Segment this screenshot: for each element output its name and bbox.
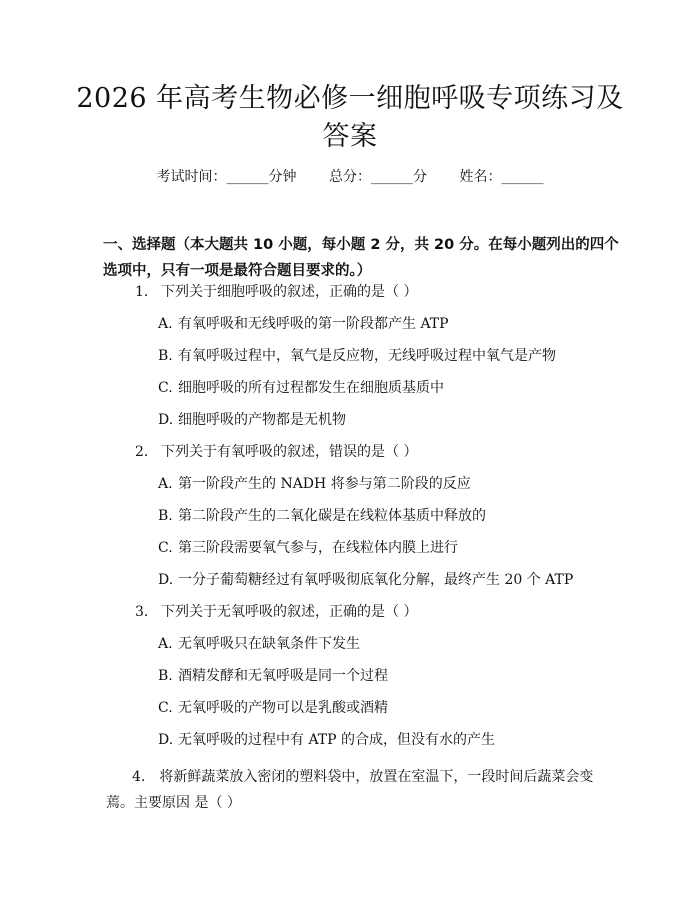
- option-text: 有氧呼吸和无线呼吸的第一阶段都产生 ATP: [178, 316, 449, 332]
- question-stem: 下列关于有氧呼吸的叙述，错误的是（ ）: [161, 444, 418, 460]
- option-letter: C.: [158, 380, 173, 396]
- option-letter: A.: [158, 636, 173, 652]
- question-number: 1.: [135, 284, 149, 300]
- option-text: 有氧呼吸过程中，氧气是反应物，无线呼吸过程中氧气是产物: [178, 348, 556, 364]
- option-letter: D.: [158, 732, 174, 748]
- option-letter: D.: [158, 412, 174, 428]
- option-text: 无氧呼吸的过程中有 ATP 的合成，但没有水的产生: [178, 732, 496, 748]
- page-title: [60, 80, 640, 156]
- option-2c: [158, 537, 458, 557]
- option-letter: C.: [158, 540, 173, 556]
- question-number: 2.: [135, 444, 149, 460]
- option-text: 第二阶段产生的二氧化碳是在线粒体基质中释放的: [178, 508, 486, 524]
- title-line-2: 答案: [322, 121, 378, 152]
- question-1: [135, 281, 417, 301]
- exam-name: 姓名：______: [459, 169, 544, 185]
- option-text: 无氧呼吸只在缺氧条件下发生: [178, 636, 360, 652]
- option-letter: B.: [158, 668, 173, 684]
- option-3b: [158, 665, 388, 685]
- question-3: [135, 601, 417, 621]
- question-stem: 下列关于无氧呼吸的叙述，正确的是（ ）: [161, 604, 418, 620]
- question-number: 3.: [135, 604, 149, 620]
- section-heading: 一、选择题（本大题共 10 小题，每小题 2 分，共 20 分。在每小题列出的四个选项中，只有一项是最符合题目要求的。）: [103, 237, 619, 279]
- exam-time: 考试时间：______分钟: [156, 169, 297, 185]
- question-stem: 下列关于细胞呼吸的叙述，正确的是（ ）: [161, 284, 418, 300]
- option-letter: D.: [158, 572, 174, 588]
- option-3c: [158, 697, 388, 717]
- question-4: 4. 将新鲜蔬菜放入密闭的塑料袋中，放置在室温下，一段时间后蔬菜会变蔫。主要原因 是（ ）: [106, 769, 594, 811]
- option-text: 无氧呼吸的产物可以是乳酸或酒精: [178, 700, 388, 716]
- option-1d: [158, 409, 346, 429]
- option-text: 细胞呼吸的所有过程都发生在细胞质基质中: [178, 380, 444, 396]
- exam-score: 总分：______分: [329, 169, 427, 185]
- option-3a: [158, 633, 360, 653]
- exam-meta: [0, 166, 700, 186]
- option-letter: B.: [158, 348, 173, 364]
- option-2d: [158, 569, 573, 589]
- option-letter: B.: [158, 508, 173, 524]
- option-1a: [158, 313, 449, 333]
- option-1c: [158, 377, 444, 397]
- title-line-1: 2026 年高考生物必修一细胞呼吸专项练习及: [76, 83, 624, 114]
- option-text: 细胞呼吸的产物都是无机物: [178, 412, 346, 428]
- option-2b: [158, 505, 486, 525]
- option-text: 第三阶段需要氧气参与，在线粒体内膜上进行: [178, 540, 458, 556]
- question-2: [135, 441, 417, 461]
- option-letter: A.: [158, 476, 173, 492]
- option-text: 酒精发酵和无氧呼吸是同一个过程: [178, 668, 388, 684]
- option-letter: C.: [158, 700, 173, 716]
- option-text: 一分子葡萄糖经过有氧呼吸彻底氧化分解，最终产生 20 个 ATP: [178, 572, 574, 588]
- option-2a: [158, 473, 471, 493]
- option-1b: [158, 345, 556, 365]
- option-text: 第一阶段产生的 NADH 将参与第二阶段的反应: [178, 476, 471, 492]
- option-letter: A.: [158, 316, 173, 332]
- option-3d: [158, 729, 495, 749]
